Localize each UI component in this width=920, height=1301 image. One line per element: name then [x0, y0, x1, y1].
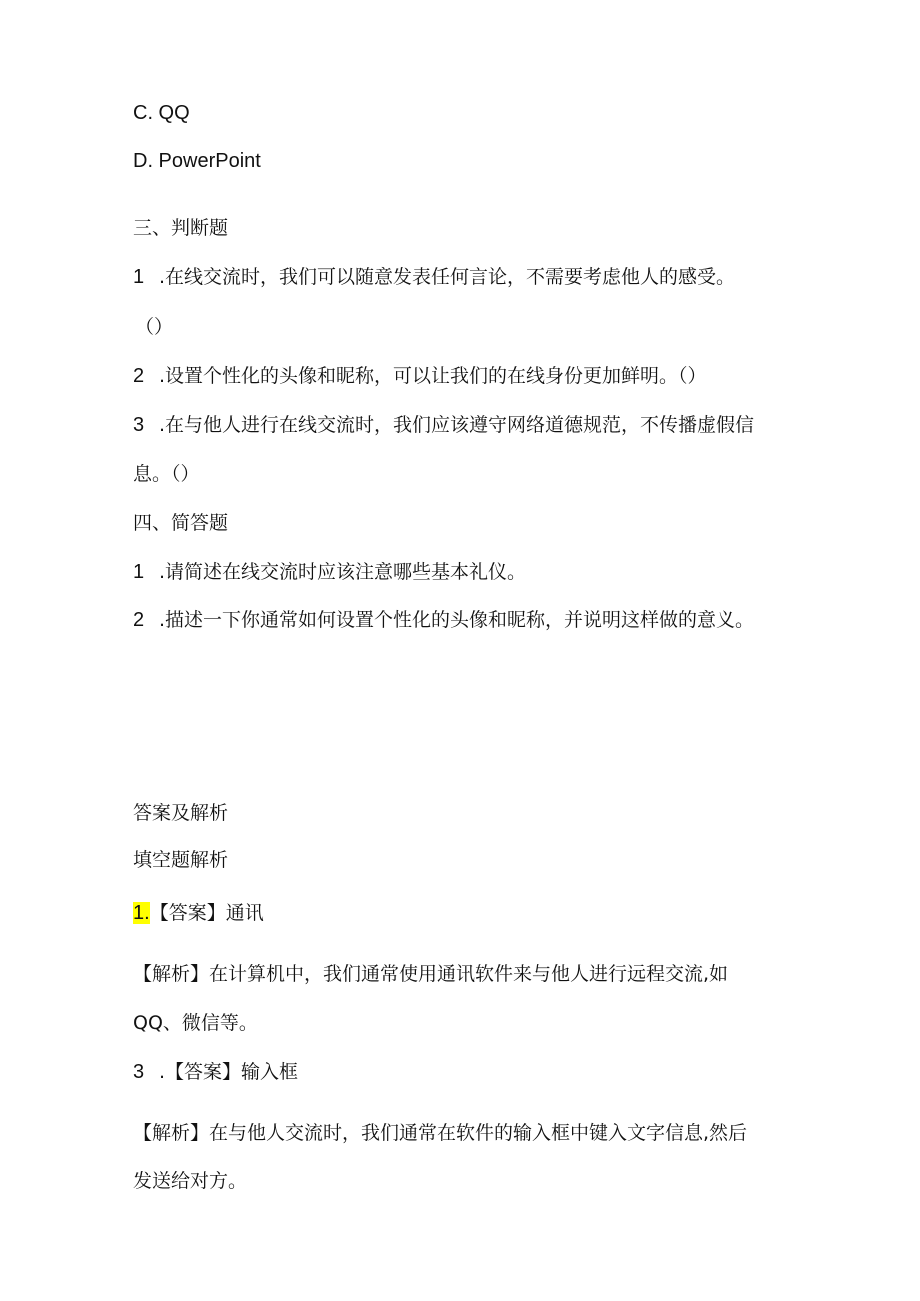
question-number: 2 — [133, 365, 145, 387]
answer-number: 3 — [133, 1061, 145, 1083]
option-c: C. QQ — [133, 102, 190, 124]
question-text: .请简述在线交流时应该注意哪些基本礼仪。 — [159, 561, 527, 583]
question-text: .在与他人进行在线交流时，我们应该遵守网络道德规范，不传播虚假信 — [159, 414, 755, 436]
question-text: .设置个性化的头像和昵称，可以让我们的在线身份更加鲜明。（） — [159, 365, 707, 387]
question-number: 2 — [133, 609, 145, 631]
judgement-question-3-cont: 息。（） — [133, 463, 200, 485]
answer-3 — [133, 1060, 298, 1084]
answer-1-explanation-line-1: 【解析】在计算机中，我们通常使用通讯软件来与他人进行远程交流,如 — [133, 963, 729, 985]
option-d: D. PowerPoint — [133, 150, 261, 172]
section-heading-short-answer: 四、简答题 — [133, 512, 229, 534]
question-text: .在线交流时，我们可以随意发表任何言论，不需要考虑他人的感受。 — [159, 266, 736, 288]
answer-text: 【答案】通讯 — [149, 902, 264, 924]
answers-heading: 答案及解析 — [133, 802, 229, 824]
question-number: 3 — [133, 414, 145, 436]
highlighted-answer-number: 1. — [133, 902, 150, 924]
answer-3-explanation-line-2: 发送给对方。 — [133, 1170, 248, 1192]
judgement-question-3 — [133, 413, 754, 437]
answer-1-explanation-line-2: QQ、微信等。 — [133, 1012, 258, 1034]
answer-1 — [133, 901, 264, 925]
judgement-question-1-paren: （） — [135, 316, 174, 338]
question-number: 1 — [133, 266, 145, 288]
short-answer-question-2 — [133, 608, 754, 632]
question-text: .描述一下你通常如何设置个性化的头像和昵称，并说明这样做的意义。 — [159, 609, 755, 631]
judgement-question-1 — [133, 265, 735, 289]
judgement-question-2 — [133, 364, 707, 388]
section-heading-judgement: 三、判断题 — [133, 217, 229, 239]
answers-subheading: 填空题解析 — [133, 849, 229, 871]
answer-3-explanation-line-1: 【解析】在与他人交流时，我们通常在软件的输入框中键入文字信息,然后 — [133, 1122, 748, 1144]
short-answer-question-1 — [133, 560, 526, 584]
question-number: 1 — [133, 561, 145, 583]
answer-text: .【答案】输入框 — [159, 1061, 299, 1083]
